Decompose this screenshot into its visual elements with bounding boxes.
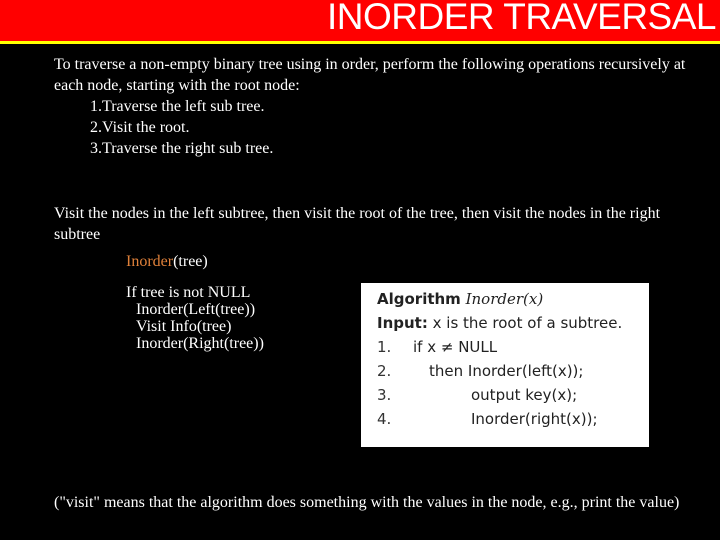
algorithm-line-number: 4. bbox=[377, 410, 392, 428]
description-text: Visit the nodes in the left subtree, then visit the root of the tree, then visit the nodes in the right subtree bbox=[54, 205, 661, 243]
algorithm-line-2 bbox=[377, 359, 649, 383]
pseudocode-function-name: Inorder bbox=[126, 253, 174, 270]
algorithm-line-text: Inorder(right(x)); bbox=[471, 410, 598, 428]
algorithm-line-number: 1. bbox=[377, 338, 392, 356]
pseudocode-line-2: Inorder(Left(tree)) bbox=[136, 301, 256, 318]
algorithm-line-4 bbox=[377, 407, 649, 431]
pseudocode-line-1: If tree is not NULL bbox=[126, 284, 251, 301]
footer-note: ("visit" means that the algorithm does something with the values in the node, e.g., print the value) bbox=[54, 494, 680, 511]
algorithm-input-row bbox=[377, 311, 649, 335]
pseudocode-line-3: Visit Info(tree) bbox=[136, 318, 232, 335]
pseudocode-header bbox=[126, 253, 264, 270]
intro-block bbox=[54, 54, 704, 159]
algorithm-line-text: output key(x); bbox=[471, 386, 578, 404]
steps-list bbox=[54, 96, 704, 159]
intro-text: To traverse a non-empty binary tree using in order, perform the following operations recursively at each node, starting with the root node: bbox=[54, 56, 686, 94]
algorithm-label: Algorithm bbox=[377, 290, 461, 308]
algorithm-input-text: x is the root of a subtree. bbox=[432, 314, 623, 332]
step-2: 2.Visit the root. bbox=[90, 119, 190, 136]
title-bar bbox=[0, 0, 720, 44]
algorithm-figure bbox=[361, 283, 649, 447]
algorithm-line-number: 3. bbox=[377, 386, 392, 404]
step-1: 1.Traverse the left sub tree. bbox=[90, 98, 265, 115]
algorithm-title-row bbox=[377, 287, 649, 311]
pseudocode-line-4: Inorder(Right(tree)) bbox=[136, 335, 264, 352]
pseudocode-block bbox=[126, 253, 264, 352]
algorithm-line-number: 2. bbox=[377, 362, 392, 380]
algorithm-line-text: then Inorder(left(x)); bbox=[429, 362, 584, 380]
algorithm-line-text: if x ≠ NULL bbox=[413, 338, 498, 356]
algorithm-line-1 bbox=[377, 335, 649, 359]
pseudocode-args: (tree) bbox=[173, 253, 208, 270]
step-3: 3.Traverse the right sub tree. bbox=[90, 140, 274, 157]
algorithm-line-3 bbox=[377, 383, 649, 407]
algorithm-name: Inorder(x) bbox=[465, 290, 544, 308]
slide-title: INORDER TRAVERSAL bbox=[327, 0, 716, 37]
algorithm-input-label: Input: bbox=[377, 314, 428, 332]
